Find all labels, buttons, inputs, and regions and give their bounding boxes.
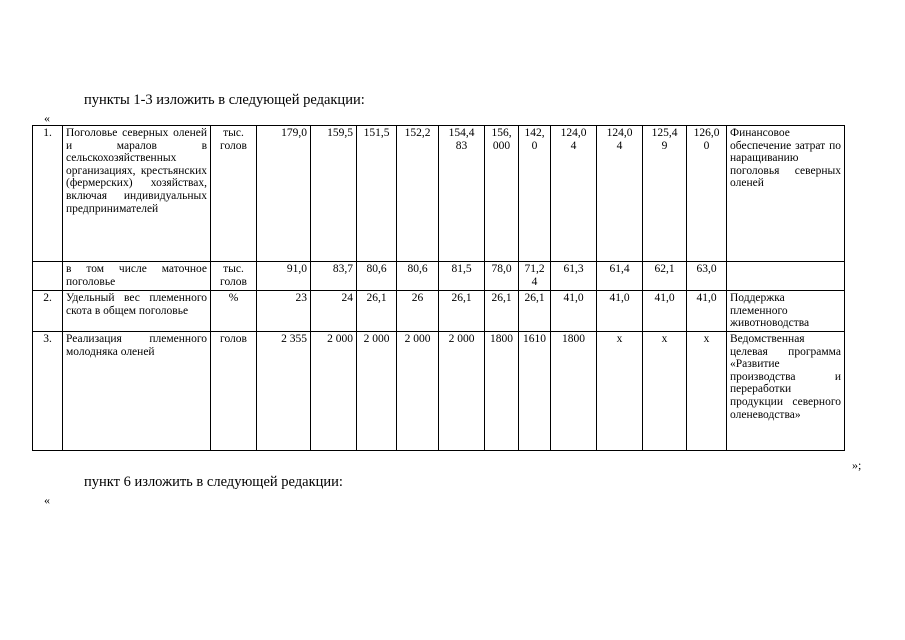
value-cell: 154,4 83 [439,126,485,262]
value-cell: 142, 0 [519,126,551,262]
value-cell: 24 [311,291,357,332]
value-cell: 124,0 4 [597,126,643,262]
row-number-cell [33,262,63,291]
unit-cell: голов [211,332,257,451]
value-cell: х [643,332,687,451]
table-row [33,291,845,332]
value-cell: 2 000 [311,332,357,451]
indicators-table [32,125,845,451]
value-cell: 26 [397,291,439,332]
value-cell: 126,0 0 [687,126,727,262]
value-cell: 179,0 [257,126,311,262]
value-cell: 26,1 [357,291,397,332]
value-cell: 80,6 [357,262,397,291]
value-cell: 26,1 [439,291,485,332]
value-cell: 41,0 [643,291,687,332]
value-cell: 41,0 [687,291,727,332]
intro-text-2: пункт 6 изложить в следующей редакции: [84,474,343,490]
value-cell: 159,5 [311,126,357,262]
unit-cell: тыс. голов [211,126,257,262]
value-cell: 124,0 4 [551,126,597,262]
value-cell: 61,4 [597,262,643,291]
value-cell: 81,5 [439,262,485,291]
value-cell: 2 000 [439,332,485,451]
value-cell: 2 000 [397,332,439,451]
value-cell: 125,4 9 [643,126,687,262]
value-cell: 1800 [485,332,519,451]
intro-text-1: пункты 1-3 изложить в следующей редакции: [84,92,365,108]
note-cell: Финансовое обеспечение затрат по наращиванию поголовья северных оленей [727,126,845,262]
value-cell: 83,7 [311,262,357,291]
table-row [33,332,845,451]
indicator-name-cell: Реализация племенного молодняка оленей [63,332,211,451]
unit-cell: % [211,291,257,332]
value-cell: 23 [257,291,311,332]
indicator-name-cell: в том числе маточное поголовье [63,262,211,291]
value-cell: 2 355 [257,332,311,451]
row-number-cell: 1. [33,126,63,262]
note-cell: Ведомственная целевая программа «Развитие производства и переработки продукции северного оленеводства» [727,332,845,451]
value-cell: х [597,332,643,451]
value-cell: 41,0 [597,291,643,332]
value-cell: 1610 [519,332,551,451]
value-cell: 26,1 [519,291,551,332]
open-quote-2: « [44,493,50,507]
value-cell: 91,0 [257,262,311,291]
row-number-cell: 3. [33,332,63,451]
value-cell: 63,0 [687,262,727,291]
unit-cell: тыс. голов [211,262,257,291]
table-row [33,126,845,262]
value-cell: 156, 000 [485,126,519,262]
value-cell: 1800 [551,332,597,451]
value-cell: 62,1 [643,262,687,291]
value-cell: 61,3 [551,262,597,291]
table-row [33,262,845,291]
value-cell: 151,5 [357,126,397,262]
value-cell: 41,0 [551,291,597,332]
open-quote: « [44,111,50,125]
value-cell: 80,6 [397,262,439,291]
row-number-cell: 2. [33,291,63,332]
value-cell: 152,2 [397,126,439,262]
note-cell [727,262,845,291]
close-quote: »; [852,458,862,472]
note-cell: Поддержка племенного животноводства [727,291,845,332]
value-cell: 2 000 [357,332,397,451]
value-cell: 71,2 4 [519,262,551,291]
value-cell: 78,0 [485,262,519,291]
value-cell: х [687,332,727,451]
indicator-name-cell: Удельный вес племенного скота в общем поголовье [63,291,211,332]
value-cell: 26,1 [485,291,519,332]
indicator-name-cell: Поголовье северных оленей и маралов в сельскохозяйственных организациях, крестьянских (фермерских) хозяйствах, включая индивидуальных предпринимателей [63,126,211,262]
